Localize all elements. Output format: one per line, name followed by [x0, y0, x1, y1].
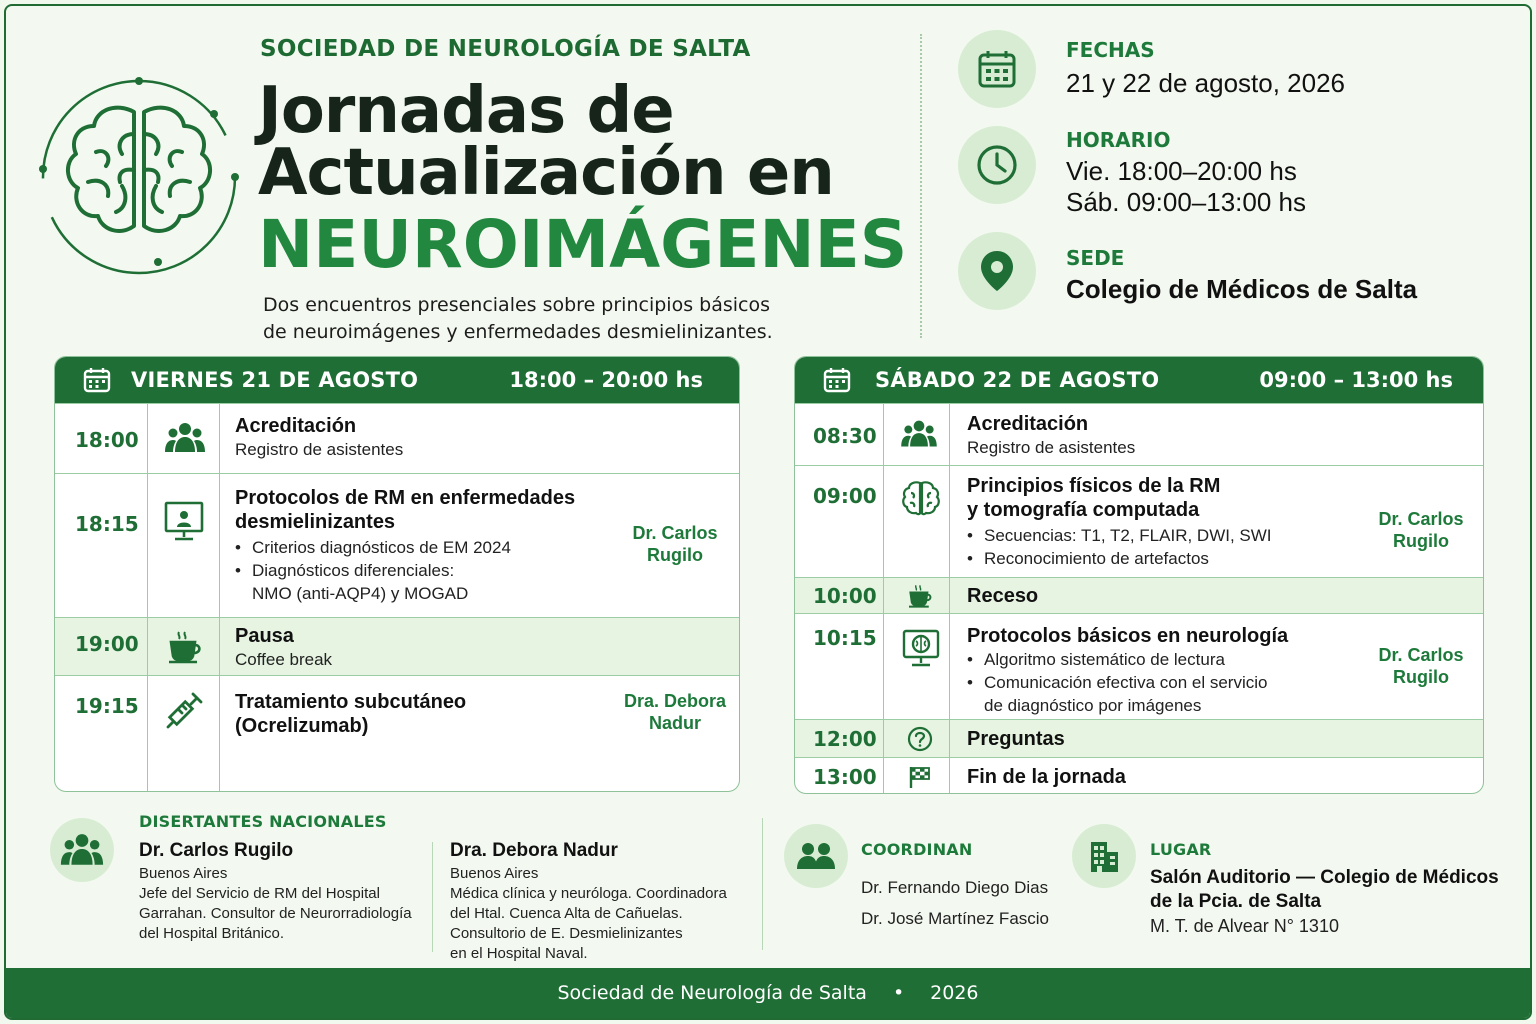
row-title-line: desmielinizantes — [235, 511, 396, 533]
people-group-icon — [165, 420, 205, 456]
org-name: SOCIEDAD DE NEUROLOGÍA DE SALTA — [260, 36, 751, 62]
bio-line: Consultorio de E. Desmielinizantes — [450, 925, 683, 942]
bullet-line: de diagnóstico por imágenes — [984, 696, 1202, 715]
horario-line-1: Vie. 18:00–20:00 hs — [1066, 156, 1297, 186]
sede-label: SEDE — [1066, 246, 1125, 270]
title-line-1: Jornadas de — [258, 74, 674, 148]
calendar-icon — [83, 367, 111, 393]
row-speaker — [615, 690, 735, 734]
horario-label: HORARIO — [1066, 128, 1171, 152]
title-highlight: NEUROIMÁGENES — [258, 206, 908, 283]
schedule-row — [795, 577, 1483, 613]
row-speaker — [1361, 508, 1481, 552]
row-time: 10:00 — [813, 584, 877, 608]
row-time: 19:15 — [75, 694, 139, 718]
row-title: Protocolos básicos en neurología — [967, 625, 1289, 647]
speakers-divider — [432, 842, 433, 952]
row-title-line: Principios físicos de la RM — [967, 475, 1221, 497]
row-time: 10:15 — [813, 626, 877, 650]
lugar-venue — [1150, 866, 1499, 914]
row-bullets — [967, 524, 1272, 570]
footer-year: 2026 — [930, 982, 979, 1004]
column-divider — [949, 403, 950, 793]
bullet-item: • Algoritmo sistemático de lectura — [967, 648, 1267, 671]
row-title-line: y tomografía computada — [967, 499, 1200, 521]
event-poster — [4, 4, 1532, 1020]
bullet-item: • Reconocimiento de artefactos — [967, 547, 1272, 570]
row-title-line: (Ocrelizumab) — [235, 715, 369, 737]
row-title-line: Protocolos de RM en enfermedades — [235, 487, 576, 509]
speakers-group-icon — [50, 818, 114, 882]
speaker-2-bio — [450, 864, 727, 964]
row-time: 18:15 — [75, 512, 139, 536]
schedule-row — [795, 757, 1483, 794]
venue-line: de la Pcia. de Salta — [1150, 891, 1322, 912]
row-speaker — [1361, 644, 1481, 688]
checkered-flag-icon — [907, 764, 933, 790]
bullet-line: • Diagnósticos diferenciales: — [252, 561, 455, 580]
bio-line: Garrahan. Consultor de Neurorradiología — [139, 905, 412, 922]
saturday-hours: 09:00 – 13:00 hs — [1259, 368, 1453, 392]
bullet-item — [235, 559, 511, 605]
row-title: Fin de la jornada — [967, 766, 1126, 788]
fechas-label: FECHAS — [1066, 38, 1155, 62]
bio-line: en el Hospital Naval. — [450, 945, 588, 962]
row-subtitle: Registro de asistentes — [235, 440, 404, 459]
footer-separator: • — [892, 982, 905, 1004]
bio-line: del Htal. Cuenca Alta de Cañuelas. — [450, 905, 683, 922]
clock-icon — [958, 126, 1036, 204]
row-title — [235, 690, 466, 738]
bullet-line: • Comunicación efectiva con el servicio — [984, 673, 1268, 692]
question-mark-icon — [907, 726, 933, 752]
coffee-cup-icon — [907, 584, 935, 608]
saturday-schedule-card — [794, 356, 1484, 794]
friday-schedule-card — [54, 356, 740, 792]
people-group-icon — [901, 418, 937, 450]
coordinator-1: Dr. Fernando Diego Dias — [861, 878, 1049, 897]
bullet-line: NMO (anti-AQP4) y MOGAD — [252, 584, 469, 603]
row-title: Pausa — [235, 625, 294, 647]
lugar-label: LUGAR — [1150, 840, 1212, 859]
schedule-row — [795, 403, 1483, 465]
speaker-line: Dr. Carlos — [1378, 509, 1464, 529]
row-time: 18:00 — [75, 428, 139, 452]
column-divider — [219, 403, 220, 791]
brain-icon — [901, 480, 941, 516]
row-time: 13:00 — [813, 765, 877, 789]
title-line-2: Actualización en — [258, 136, 834, 210]
subtitle-line-1: Dos encuentros presenciales sobre principios básicos — [263, 294, 770, 316]
coffee-cup-icon — [167, 630, 205, 664]
speaker-1-name: Dr. Carlos Rugilo — [139, 840, 294, 861]
bio-line: Jefe del Servicio de RM del Hospital — [139, 885, 380, 902]
footer-org: Sociedad de Neurología de Salta — [557, 982, 867, 1004]
row-time: 08:30 — [813, 424, 877, 448]
friday-header — [55, 357, 739, 403]
row-time: 12:00 — [813, 727, 877, 751]
column-divider — [883, 403, 884, 793]
coordinator-2: Dr. José Martínez Fascio — [861, 909, 1050, 928]
section-divider — [762, 818, 763, 950]
header-divider — [920, 34, 922, 338]
row-title: Acreditación — [235, 415, 357, 437]
footer-bar — [6, 968, 1530, 1018]
row-subtitle: Registro de asistentes — [967, 438, 1136, 457]
horario-line-2: Sáb. 09:00–13:00 hs — [1066, 187, 1306, 217]
bio-line: del Hospital Británico. — [139, 925, 285, 942]
row-bullets — [967, 648, 1267, 717]
schedule-row — [55, 403, 739, 473]
bullet-item — [967, 671, 1267, 717]
venue-line: Salón Auditorio — Colegio de Médicos — [1150, 867, 1499, 888]
row-subtitle: Coffee break — [235, 650, 333, 669]
monitor-brain-icon — [901, 628, 941, 668]
row-title-line: Tratamiento subcutáneo — [235, 691, 467, 713]
schedule-row — [55, 473, 739, 617]
row-title: Acreditación — [967, 413, 1089, 435]
speaker-line: Dr. Carlos — [1378, 645, 1464, 665]
row-time: 19:00 — [75, 632, 139, 656]
saturday-header — [795, 357, 1483, 403]
coordinators-label: COORDINAN — [861, 840, 973, 859]
calendar-icon — [823, 367, 851, 393]
schedule-row — [795, 465, 1483, 577]
friday-hours: 18:00 – 20:00 hs — [509, 368, 703, 392]
row-title — [967, 474, 1220, 522]
building-icon — [1072, 824, 1136, 888]
speaker-2-name: Dra. Debora Nadur — [450, 840, 618, 861]
speaker-line: Dra. Debora — [623, 691, 727, 711]
row-title — [235, 486, 575, 534]
speakers-label: DISERTANTES NACIONALES — [139, 812, 387, 831]
friday-day: VIERNES 21 DE AGOSTO — [131, 368, 419, 392]
speaker-line: Nadur — [648, 713, 701, 733]
fechas-value: 21 y 22 de agosto, 2026 — [1066, 68, 1346, 98]
event-subtitle — [263, 292, 883, 346]
speaker-line: Rugilo — [1393, 667, 1449, 687]
bio-line: Buenos Aires — [450, 865, 539, 882]
saturday-day: SÁBADO 22 DE AGOSTO — [875, 368, 1160, 392]
bio-line: Buenos Aires — [139, 865, 228, 882]
schedule-row — [795, 613, 1483, 719]
speaker-line: Rugilo — [647, 545, 703, 565]
row-time: 09:00 — [813, 484, 877, 508]
row-title: Preguntas — [967, 728, 1065, 750]
row-bullets — [235, 536, 511, 605]
presentation-screen-icon — [163, 500, 205, 542]
schedule-row — [795, 719, 1483, 757]
schedule-row — [55, 675, 739, 792]
lugar-address: M. T. de Alvear N° 1310 — [1150, 916, 1339, 936]
location-pin-icon — [958, 232, 1036, 310]
subtitle-line-2: de neuroimágenes y enfermedades desmielinizantes. — [263, 321, 773, 343]
coordinators-icon — [784, 824, 848, 888]
column-divider — [147, 403, 148, 791]
speaker-1-bio — [139, 864, 412, 944]
event-title — [258, 74, 834, 210]
bullet-item: • Criterios diagnósticos de EM 2024 — [235, 536, 511, 559]
speaker-line: Rugilo — [1393, 531, 1449, 551]
calendar-icon — [958, 30, 1036, 108]
row-title: Receso — [967, 585, 1039, 607]
schedule-row — [55, 617, 739, 675]
bullet-item: • Secuencias: T1, T2, FLAIR, DWI, SWI — [967, 524, 1272, 547]
bio-line: Médica clínica y neuróloga. Coordinadora — [450, 885, 727, 902]
syringe-icon — [165, 690, 205, 730]
brain-logo-icon — [36, 74, 242, 280]
speaker-line: Dr. Carlos — [632, 523, 718, 543]
sede-value: Colegio de Médicos de Salta — [1066, 274, 1418, 304]
row-speaker — [615, 522, 735, 566]
